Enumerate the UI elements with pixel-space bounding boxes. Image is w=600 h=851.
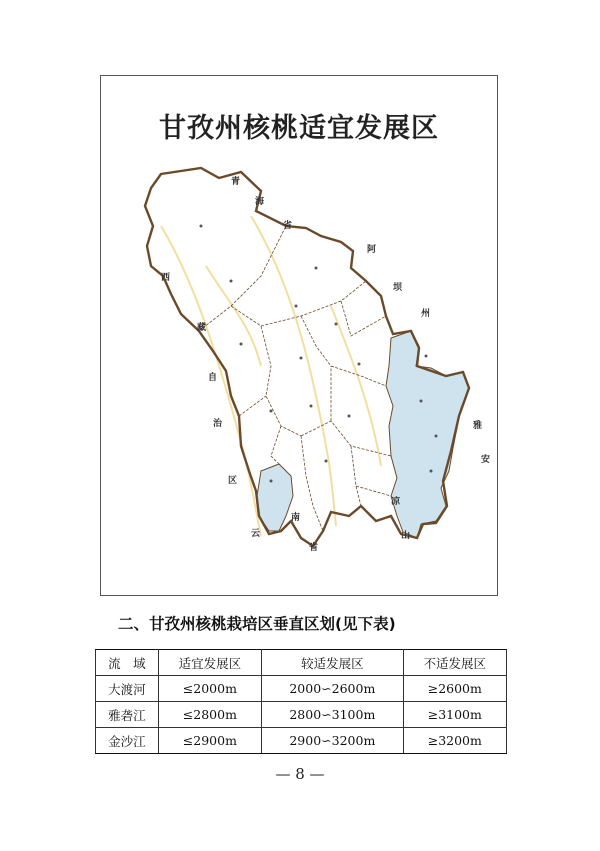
label-yaan-2: 安	[481, 455, 491, 465]
table-cell: 2900∽3200m	[262, 728, 404, 754]
table-cell: 2800∽3100m	[262, 702, 404, 728]
label-aba-3: 州	[421, 309, 431, 319]
label-liangshan-1: 凉	[391, 497, 401, 507]
header-basin: 流 域	[96, 650, 159, 676]
table-cell: 大渡河	[96, 676, 159, 702]
table-row	[96, 728, 507, 754]
table-header-row	[96, 650, 507, 676]
label-qinghai-2: 海	[255, 197, 265, 207]
vertical-zoning-table	[95, 649, 507, 754]
table-cell: 2000∽2600m	[262, 676, 404, 702]
table-cell: ≤2900m	[158, 728, 261, 754]
label-xizang-5: 区	[228, 476, 238, 486]
label-yaan-1: 雅	[473, 421, 483, 431]
table-row	[96, 702, 507, 728]
label-xizang-3: 自	[208, 373, 218, 383]
section-heading: 二、甘孜州核桃栽培区垂直区划(见下表)	[118, 615, 396, 633]
table-cell: ≥3200m	[403, 728, 506, 754]
table-cell: 雅砻江	[96, 702, 159, 728]
table-cell: 金沙江	[96, 728, 159, 754]
label-liangshan-2: 山	[401, 531, 411, 541]
label-yunnan-2: 南	[291, 513, 301, 523]
table-cell: ≥3100m	[403, 702, 506, 728]
table-cell: ≤2800m	[158, 702, 261, 728]
page-number: — 8 —	[275, 765, 325, 783]
table-cell: ≤2000m	[158, 676, 261, 702]
header-suitable: 适宜发展区	[158, 650, 261, 676]
table-cell: ≥2600m	[403, 676, 506, 702]
label-qinghai-1: 青	[231, 177, 241, 187]
header-moderately-suitable: 较适发展区	[262, 650, 404, 676]
ganzi-map	[101, 76, 498, 596]
label-xizang-2: 藏	[197, 323, 207, 333]
label-aba-2: 坝	[393, 283, 403, 293]
label-xizang-4: 治	[213, 419, 223, 429]
label-yunnan-3: 省	[309, 543, 319, 553]
label-qinghai-3: 省	[283, 221, 293, 231]
label-xizang-1: 西	[161, 273, 171, 283]
map-figure	[100, 75, 498, 596]
header-unsuitable: 不适发展区	[403, 650, 506, 676]
map-title: 甘孜州核桃适宜发展区	[159, 113, 439, 144]
table-row	[96, 676, 507, 702]
label-yunnan-1: 云	[251, 529, 261, 539]
label-aba-1: 阿	[367, 245, 377, 255]
